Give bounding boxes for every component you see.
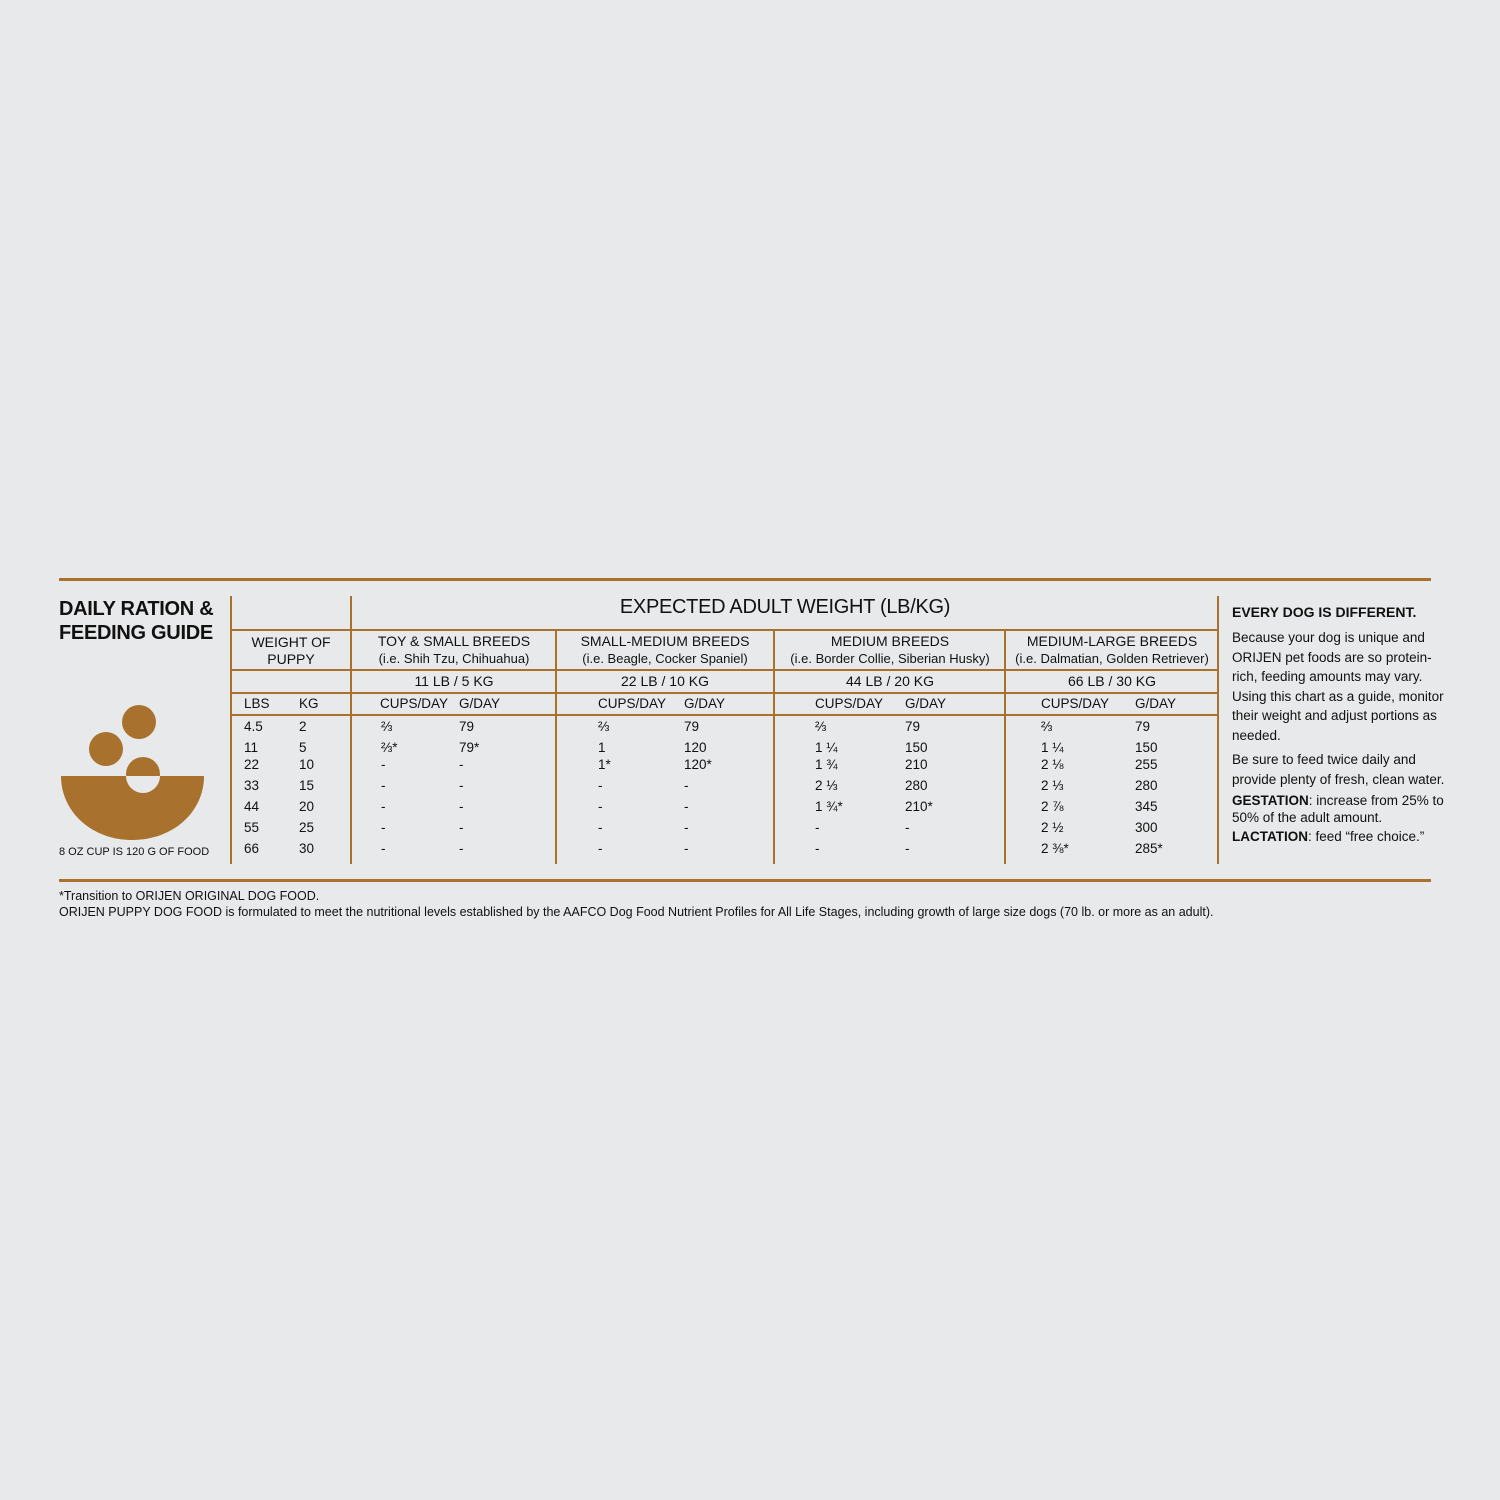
divider-puppy <box>350 596 352 864</box>
divider-breed3 <box>1004 629 1006 864</box>
grams-per-day: 150 <box>1135 740 1158 755</box>
puppy-weight-lbs: 55 <box>244 820 260 835</box>
grams-per-day: 79* <box>459 740 480 755</box>
side-title: EVERY DOG IS DIFFERENT. <box>1232 604 1417 620</box>
puppy-weight-kg: 30 <box>299 841 315 856</box>
grams-per-day: 280 <box>905 778 928 793</box>
cups-per-day: - <box>815 841 820 856</box>
breed-name: TOY & SMALL BREEDS <box>377 633 531 649</box>
grams-per-day: 210 <box>905 757 928 772</box>
cups-per-day: 1* <box>598 757 611 772</box>
grams-per-day: - <box>905 841 910 856</box>
grams-per-day: 150 <box>905 740 928 755</box>
grams-per-day: 120* <box>684 757 712 772</box>
g-label: G/DAY <box>1135 696 1177 711</box>
breed-weight: 66 LB / 30 KG <box>1068 673 1156 689</box>
cups-per-day: ⅔ <box>815 719 827 734</box>
puppy-weight-lbs: 33 <box>244 778 260 793</box>
puppy-weight-lbs: 66 <box>244 841 260 856</box>
cups-per-day: - <box>381 778 386 793</box>
cups-per-day: ⅔ <box>598 719 610 734</box>
gestation-note <box>1232 792 1447 826</box>
guide-title-line2: FEEDING GUIDE <box>59 622 213 644</box>
grams-per-day: 120 <box>684 740 707 755</box>
cup-note: 8 OZ CUP IS 120 G OF FOOD <box>59 846 210 858</box>
food-bowl-icon <box>55 700 215 845</box>
rule-under-title <box>231 629 1218 631</box>
table-title: EXPECTED ADULT WEIGHT (LB/KG) <box>619 596 951 618</box>
side-paragraph-2: Be sure to feed twice daily and provide plenty of fresh, clean water. <box>1232 752 1445 787</box>
grams-per-day: - <box>459 820 464 835</box>
cups-label: CUPS/DAY <box>598 696 667 711</box>
lbs-label: LBS <box>244 696 270 711</box>
puppy-header-line1: WEIGHT OF <box>251 634 331 650</box>
breed-name: MEDIUM-LARGE BREEDS <box>1026 633 1198 649</box>
puppy-weight-kg: 5 <box>299 740 307 755</box>
cups-per-day: - <box>381 820 386 835</box>
puppy-weight-lbs: 4.5 <box>244 719 263 734</box>
puppy-header-line2: PUPPY <box>267 651 315 667</box>
divider-right <box>1217 596 1219 864</box>
puppy-weight-kg: 10 <box>299 757 315 772</box>
cups-per-day: 1 ¾ <box>815 757 838 772</box>
breed-example: (i.e. Shih Tzu, Chihuahua) <box>378 651 530 666</box>
lactation-note <box>1232 828 1447 845</box>
cups-per-day: 2 ⅛ <box>1041 757 1064 772</box>
rule-under-breeds <box>231 669 1218 671</box>
grams-per-day: 285* <box>1135 841 1163 856</box>
cups-per-day: - <box>598 820 603 835</box>
divider-breed2 <box>773 629 775 864</box>
grams-per-day: - <box>684 841 689 856</box>
side-paragraph-1: Because your dog is unique and ORIJEN pet foods are so protein-rich, feeding amounts may vary. Using this chart as a guide, monitor their weight and adjust portions as needed. <box>1232 630 1444 743</box>
cups-per-day: 1 ¼ <box>815 740 838 755</box>
cups-per-day: 1 ¾* <box>815 799 843 814</box>
g-label: G/DAY <box>459 696 501 711</box>
cups-per-day: 2 ⅞ <box>1041 799 1064 814</box>
cups-per-day: ⅔* <box>381 740 398 755</box>
breed-weight: 22 LB / 10 KG <box>621 673 709 689</box>
breed-example: (i.e. Dalmatian, Golden Retriever) <box>1015 651 1209 666</box>
grams-per-day: 79 <box>1135 719 1151 734</box>
rule-under-units <box>231 714 1218 716</box>
cups-per-day: 2 ⅓ <box>815 778 838 793</box>
breed-example: (i.e. Border Collie, Siberian Husky) <box>790 651 990 666</box>
breed-example: (i.e. Beagle, Cocker Spaniel) <box>582 651 748 666</box>
grams-per-day: 255 <box>1135 757 1158 772</box>
puppy-weight-kg: 25 <box>299 820 315 835</box>
kg-label: KG <box>299 696 319 711</box>
cups-label: CUPS/DAY <box>815 696 884 711</box>
rule-under-weights <box>231 692 1218 694</box>
grams-per-day: 79 <box>905 719 921 734</box>
gestation-label: GESTATION <box>1232 793 1309 808</box>
footnote-transition: *Transition to ORIJEN ORIGINAL DOG FOOD. <box>59 889 320 903</box>
grams-per-day: - <box>684 820 689 835</box>
cups-per-day: - <box>815 820 820 835</box>
cups-per-day: 2 ½ <box>1041 820 1064 835</box>
cups-per-day: 1 ¼ <box>1041 740 1064 755</box>
grams-per-day: 79 <box>459 719 475 734</box>
divider-breed1 <box>555 629 557 864</box>
cups-per-day: 1 <box>598 740 606 755</box>
cups-per-day: - <box>381 841 386 856</box>
cups-per-day: 2 ⅓ <box>1041 778 1064 793</box>
gestation-text: : increase from 25% to 50% of the adult amount. <box>1232 793 1444 825</box>
breed-name: MEDIUM BREEDS <box>830 633 950 649</box>
cups-per-day: ⅔ <box>1041 719 1053 734</box>
cups-per-day: - <box>598 778 603 793</box>
cups-per-day: - <box>381 757 386 772</box>
grams-per-day: - <box>684 778 689 793</box>
puppy-weight-lbs: 44 <box>244 799 260 814</box>
puppy-header <box>251 634 330 668</box>
g-label: G/DAY <box>905 696 947 711</box>
grams-per-day: 280 <box>1135 778 1158 793</box>
guide-title <box>59 597 213 645</box>
guide-title-line1: DAILY RATION & <box>59 598 214 620</box>
lactation-text: : feed “free choice.” <box>1307 829 1425 844</box>
grams-per-day: 300 <box>1135 820 1158 835</box>
breed-weight: 11 LB / 5 KG <box>414 673 494 689</box>
grams-per-day: - <box>905 820 910 835</box>
cups-label: CUPS/DAY <box>380 696 449 711</box>
footnote-aafco: ORIJEN PUPPY DOG FOOD is formulated to meet the nutritional levels established by the AAFCO Dog Food Nutrient Profiles for All Life Stages, including growth of large size dogs (70 lb. or more as an adult). <box>59 905 1214 919</box>
grams-per-day: - <box>459 841 464 856</box>
grams-per-day: 345 <box>1135 799 1158 814</box>
grams-per-day: - <box>459 757 464 772</box>
divider-left <box>230 596 232 864</box>
cups-per-day: - <box>598 799 603 814</box>
cups-per-day: 2 ⅜* <box>1041 841 1069 856</box>
cups-per-day: - <box>381 799 386 814</box>
cups-per-day: ⅔ <box>381 719 393 734</box>
puppy-weight-kg: 15 <box>299 778 315 793</box>
breed-name: SMALL-MEDIUM BREEDS <box>580 633 750 649</box>
grams-per-day: - <box>459 778 464 793</box>
lactation-label: LACTATION <box>1232 829 1308 844</box>
puppy-weight-lbs: 11 <box>244 740 259 755</box>
grams-per-day: - <box>684 799 689 814</box>
puppy-weight-kg: 20 <box>299 799 315 814</box>
grams-per-day: 79 <box>684 719 700 734</box>
cups-label: CUPS/DAY <box>1041 696 1110 711</box>
grams-per-day: - <box>459 799 464 814</box>
puppy-weight-kg: 2 <box>299 719 307 734</box>
breed-weight: 44 LB / 20 KG <box>846 673 934 689</box>
g-label: G/DAY <box>684 696 726 711</box>
cups-per-day: - <box>598 841 603 856</box>
grams-per-day: 210* <box>905 799 933 814</box>
top-rule <box>59 578 1431 581</box>
puppy-weight-lbs: 22 <box>244 757 260 772</box>
bottom-rule <box>59 879 1431 882</box>
